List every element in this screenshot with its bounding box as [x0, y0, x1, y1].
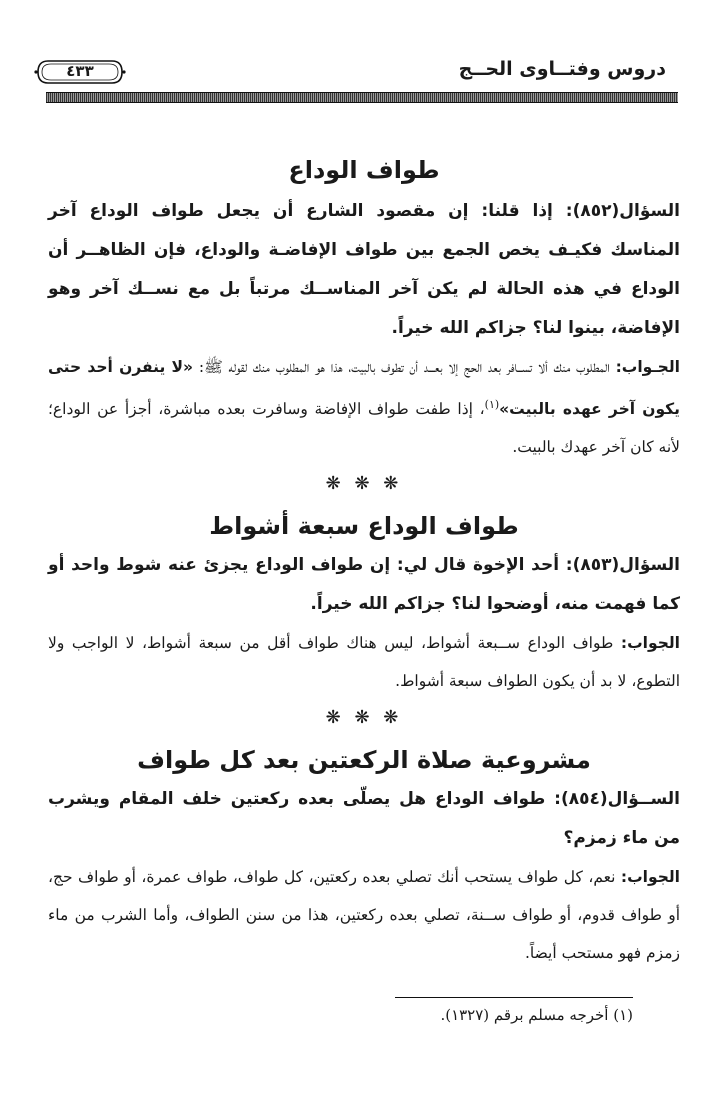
section-separator: ❋ ❋ ❋ [325, 473, 403, 495]
answer-text: المطلوب منك ألا تســافر بعد الحج إلا بعـــد أن تطوف بالبيت، هذا هو المطلوب منك لقوله ﷺ: [198, 358, 610, 376]
answer-text-cont: ، إذا طفت طواف الإفاضة وسافرت بعده مباشرة، أجزأ عن الوداع؛ لأنه كان آخر عهدك بالبيت. [48, 400, 680, 457]
answer-lead: الجـواب: [615, 358, 680, 376]
section-separator: ❋ ❋ ❋ [325, 707, 403, 729]
question-text: السؤال(٨٥٣): أحد الإخوة قال لي: إن طواف الوداع يجزئ عنه شوط واحد أو كما فهمت منه، أوضحوا لنا؟ جزاكم الله خيراً. [48, 555, 680, 615]
answer-text: نعم، كل طواف يستحب أنك تصلي بعده ركعتين، كل طواف، طواف عمرة، أو طواف حج، أو طواف قدوم، أو طواف ســنة، تصلي بعده ركعتين، هذا من سنن الطواف، وأما الشرب من ماء زمزم فهو مستحب أيضاً. [48, 868, 680, 963]
answer-lead: الجواب: [620, 634, 680, 653]
footnote-ref[interactable]: (١) [484, 398, 500, 411]
section-seven-rounds [48, 506, 680, 700]
answer-paragraph [48, 858, 680, 972]
page-number: ٤٣٣ [66, 62, 94, 80]
question-text: الســؤال(٨٥٤): طواف الوداع هل يصلّى بعده ركعتين خلف المقام ويشرب من ماء زمزم؟ [48, 789, 680, 849]
question-text: السؤال(٨٥٢): إذا قلنا: إن مقصود الشارع أن يجعل طواف الوداع آخر المناسك فكيـف يخص الجمع بين طواف الإفاضـة والوداع، فإن الظاهــر أن الوداع في هذه الحالة لم يكن آخر المناســك مرتباً بل مع نســك آخر وهو الإفاضة، بينوا لنا؟ جزاكم الله خيراً. [48, 201, 680, 338]
answer-lead: الجواب: [620, 868, 680, 887]
footnote-text: (١) أخرجه مسلم برقم (١٣٢٧). [440, 1006, 633, 1024]
footnote-rule [395, 997, 633, 998]
running-title: دروس وفتــاوى الحــج [458, 58, 666, 80]
section-title: طواف الوداع [288, 156, 440, 184]
header-rule [46, 92, 678, 103]
answer-text: طواف الوداع ســبعة أشواط، ليس هناك طواف أقل من سبعة أشواط، لا الواجب ولا التطوع، لا بد أن يكون الطواف سبعة أشواط. [48, 634, 680, 691]
section-title: طواف الوداع سبعة أشواط [209, 512, 519, 541]
page-number-frame [34, 57, 126, 87]
answer-paragraph [48, 348, 680, 466]
main-content [48, 150, 680, 972]
answer-paragraph [48, 624, 680, 700]
section-title: مشروعية صلاة الركعتين بعد كل طواف [137, 746, 591, 775]
section-farewell-tawaf [48, 150, 680, 466]
hadith-quote: «لا ينفرن أحد حتى يكون آخر عهده بالبيت» [48, 358, 680, 419]
section-two-rakat [48, 740, 680, 972]
